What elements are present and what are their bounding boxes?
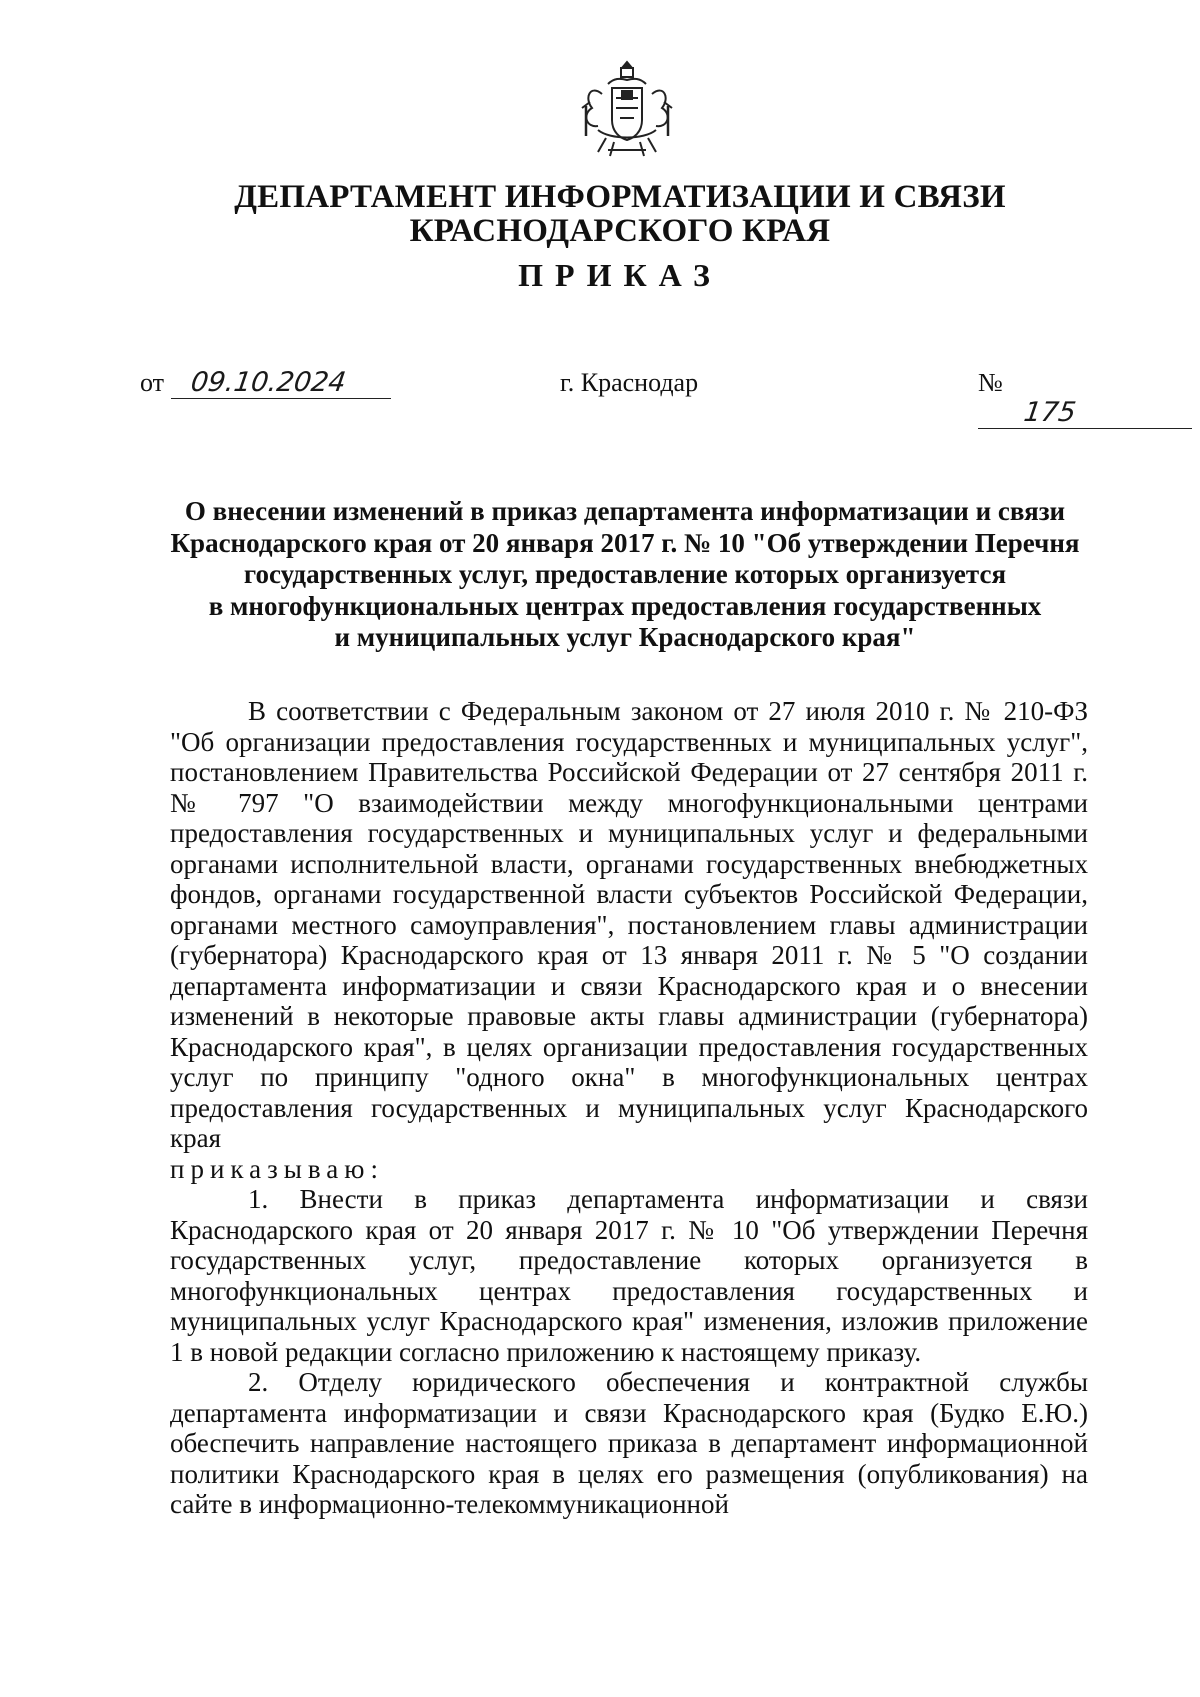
title-line: в многофункциональных центрах предоставления государственных bbox=[208, 590, 1042, 621]
order-title bbox=[150, 496, 1100, 654]
title-line: О внесении изменений в приказ департамента информатизации и связи bbox=[184, 496, 1066, 526]
preamble-paragraph: В соответствии с Федеральным законом от 27 июля 2010 г. № 210-ФЗ "Об организации предоставления государственных и муниципальных услуг", постановлением Правительства Российской Федерации от 27 сентября 2011 г. № 797 "О взаимодействии между многофункциональными центрами предоставления государственных и муниципальных услуг и федеральными органами исполнительной власти, органами государственных внебюджетных фондов, органами государственной власти субъектов Российской Федерации, органами местного самоуправления", постановлением главы администрации (губернатора) Краснодарского края от 13 января 2011 г. № 5 "О создании департамента информатизации и связи Краснодарского края и о внесении изменений в некоторые правовые акты главы администрации (губернатора) Краснодарского края", в целях организации предоставления государственных услуг по принципу "одного окна" в многофункциональных центрах предоставления государственных и муниципальных услуг Краснодарского края bbox=[170, 696, 1088, 1153]
date-line bbox=[171, 368, 391, 399]
order-directive: приказываю: bbox=[170, 1153, 384, 1184]
coat-of-arms-icon bbox=[578, 58, 676, 162]
number-line bbox=[978, 398, 1192, 429]
department-name-line2: КРАСНОДАРСКОГО КРАЯ bbox=[409, 213, 831, 249]
order-body bbox=[170, 696, 1088, 1520]
city: г. Краснодар bbox=[560, 368, 699, 397]
department-name-line1: ДЕПАРТАМЕНТ ИНФОРМАТИЗАЦИИ И СВЯЗИ bbox=[234, 179, 1006, 215]
document-type-heading: ПРИКАЗ bbox=[518, 257, 722, 293]
item-2-paragraph: 2. Отделу юридического обеспечения и контрактной службы департамента информатизации и связи Краснодарского края (Будко Е.Ю.) обеспечить направление настоящего приказа в департамент информационной политики Краснодарского края в целях его размещения (опубликования) на сайте в информационно-телекоммуникационной bbox=[170, 1367, 1088, 1519]
item-1-paragraph: 1. Внести в приказ департамента информатизации и связи Краснодарского края от 20 января 2017 г. № 10 "Об утверждении Перечня государственных услуг, предоставление которых организуется в многофункциональных центрах предоставления государственных и муниципальных услуг Краснодарского края" изменения, изложив приложение 1 в новой редакции согласно приложению к настоящему приказу. bbox=[170, 1184, 1088, 1367]
date-prefix: от bbox=[140, 368, 165, 397]
title-line: Краснодарского края от 20 января 2017 г. № 10 "Об утверждении Перечня bbox=[170, 527, 1080, 558]
date-handwritten: 09.10.2024 bbox=[188, 367, 348, 398]
order-date bbox=[140, 368, 391, 399]
order-number bbox=[978, 368, 1200, 429]
number-handwritten: 175 bbox=[1021, 397, 1078, 428]
number-prefix: № bbox=[978, 368, 1003, 397]
title-line: и муниципальных услуг Краснодарского края" bbox=[334, 622, 916, 652]
title-line: государственных услуг, предоставление которых организуется bbox=[243, 559, 1007, 589]
